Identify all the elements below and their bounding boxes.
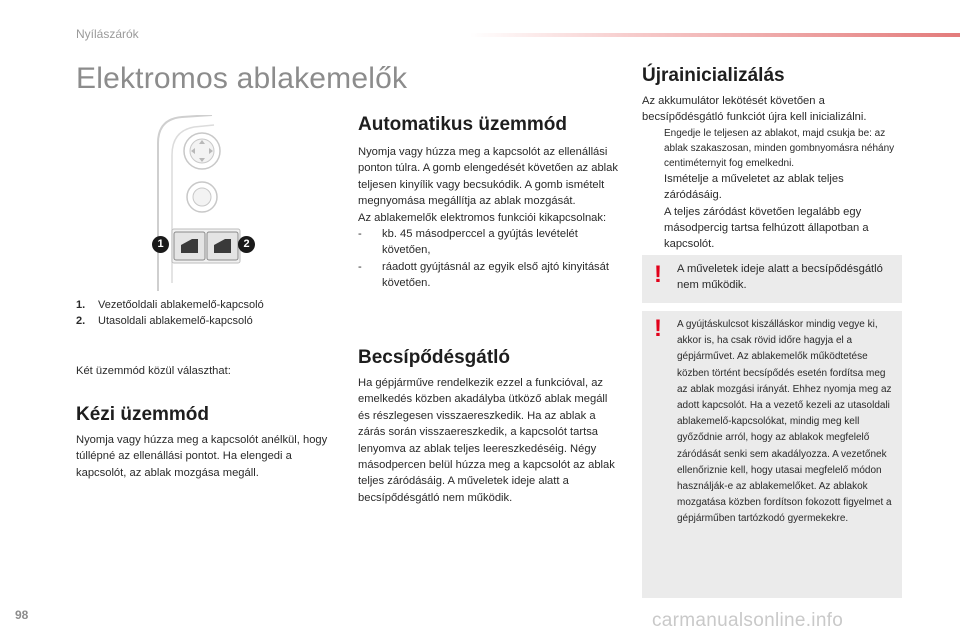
- watermark: carmanualsonline.info: [652, 610, 844, 631]
- deactivation-item: - ráadott gyújtásnál az egyik első ajtó kinyitását követően.: [358, 260, 609, 290]
- header-accent-bar: [470, 33, 960, 37]
- window-switch-illustration: [150, 115, 260, 291]
- figure-legend: [76, 297, 264, 329]
- warning-icon: !: [654, 315, 662, 342]
- reinit-step: Engedje le teljesen az ablakot, majd csukja be: az ablak szakaszosan, minden gombnyomásra néhány centiméternyit fog emelkedni.: [664, 127, 895, 169]
- deactivation-item: - kb. 45 másodperccel a gyújtás levételét követően,: [358, 228, 578, 257]
- auto-mode-body: [358, 144, 620, 292]
- manual-mode-heading: Kézi üzemmód: [76, 404, 210, 425]
- legend-item: 1. Vezetőoldali ablakemelő-kapcsoló: [76, 299, 264, 311]
- warning-text: A műveletek ideje alatt a becsípődésgátló nem működik.: [677, 263, 883, 292]
- deactivation-intro: Az ablakemelők elektromos funkciói kikapcsolnak:: [358, 211, 607, 224]
- warning-box-1: [642, 255, 902, 303]
- reinit-heading: Újrainicializálás: [642, 65, 785, 86]
- page-number: 98: [15, 608, 29, 622]
- reinit-body: [642, 93, 904, 253]
- page-title: Elektromos ablakemelők: [76, 62, 408, 95]
- callout-1: 1: [152, 236, 169, 253]
- warning-icon: !: [654, 261, 662, 288]
- pinch-protection-text: Ha gépjárműve rendelkezik ezzel a funkcióval, az emelkedés közben akadályba ütköző ablak megáll és részlegesen visszaereszkedik. Ha az ablak a zárás során visszaereszkedik, a kapcsolót tartsa lenyomva az ablak teljes leereszkedéséig. Négy másodpercen belül húzza meg a kapcsolót az ablak teljes záródásáig. A műveletek ideje alatt a becsípődésgátló nem működik.: [358, 377, 615, 504]
- reinit-step: Ismételje a műveletet az ablak teljes záródásáig.: [664, 172, 844, 202]
- warning-text: A gyújtáskulcsot kiszálláskor mindig vegye ki, akkor is, ha csak rövid időre hagyja el a gépjárművet. Az ablakemelők működtetése közben történt becsípődés esetén fordítsa meg az ablak mozgási irányát. Ehhez nyomja meg az adott kapcsolót. Ha a vezető kezeli az utasoldali ablakemelő-kapcsolókat, mindig meg kell győződnie arról, hogy az ablakok megfelelő záródását senki sem akadályozza. A vezetőnek ellenőriznie kell, hogy utasai megfelelő módon használják-e az ablakemelőket. Az ablakok mozgatása közben fordítson fokozott figyelmet a gépjárműben tartózkodó gyermekekre.: [677, 319, 892, 525]
- manual-mode-text: Nyomja vagy húzza meg a kapcsolót anélkül, hogy túllépné az ellenállási pontot. Ha elengedi a kapcsolót, az ablak mozgása megáll.: [76, 434, 328, 479]
- reinit-step: A teljes záródást követően legalább egy másodpercig tartsa felhúzott állapotban a kapcsolót.: [664, 205, 869, 251]
- auto-mode-heading: Automatikus üzemmód: [358, 114, 568, 135]
- reinit-intro: Az akkumulátor lekötését követően a becsípődésgátló funkciót újra kell inicializálni.: [642, 95, 867, 124]
- mode-intro: Két üzemmód közül választhat:: [76, 365, 231, 377]
- pinch-protection-heading: Becsípődésgátló: [358, 347, 511, 368]
- auto-mode-text: Nyomja vagy húzza meg a kapcsolót az ellenállási ponton túlra. A gomb elengedését követően az ablak teljesen kinyílik vagy becsukódik. A gomb ismételt megnyomása megállítja az ablak mozgását.: [358, 146, 618, 208]
- warning-box-2: [642, 311, 902, 598]
- door-panel-drawing: [150, 115, 260, 291]
- legend-item: 2. Utasoldali ablakemelő-kapcsoló: [76, 315, 253, 327]
- section-tag: Nyílászárók: [76, 27, 139, 41]
- callout-2: 2: [238, 236, 255, 253]
